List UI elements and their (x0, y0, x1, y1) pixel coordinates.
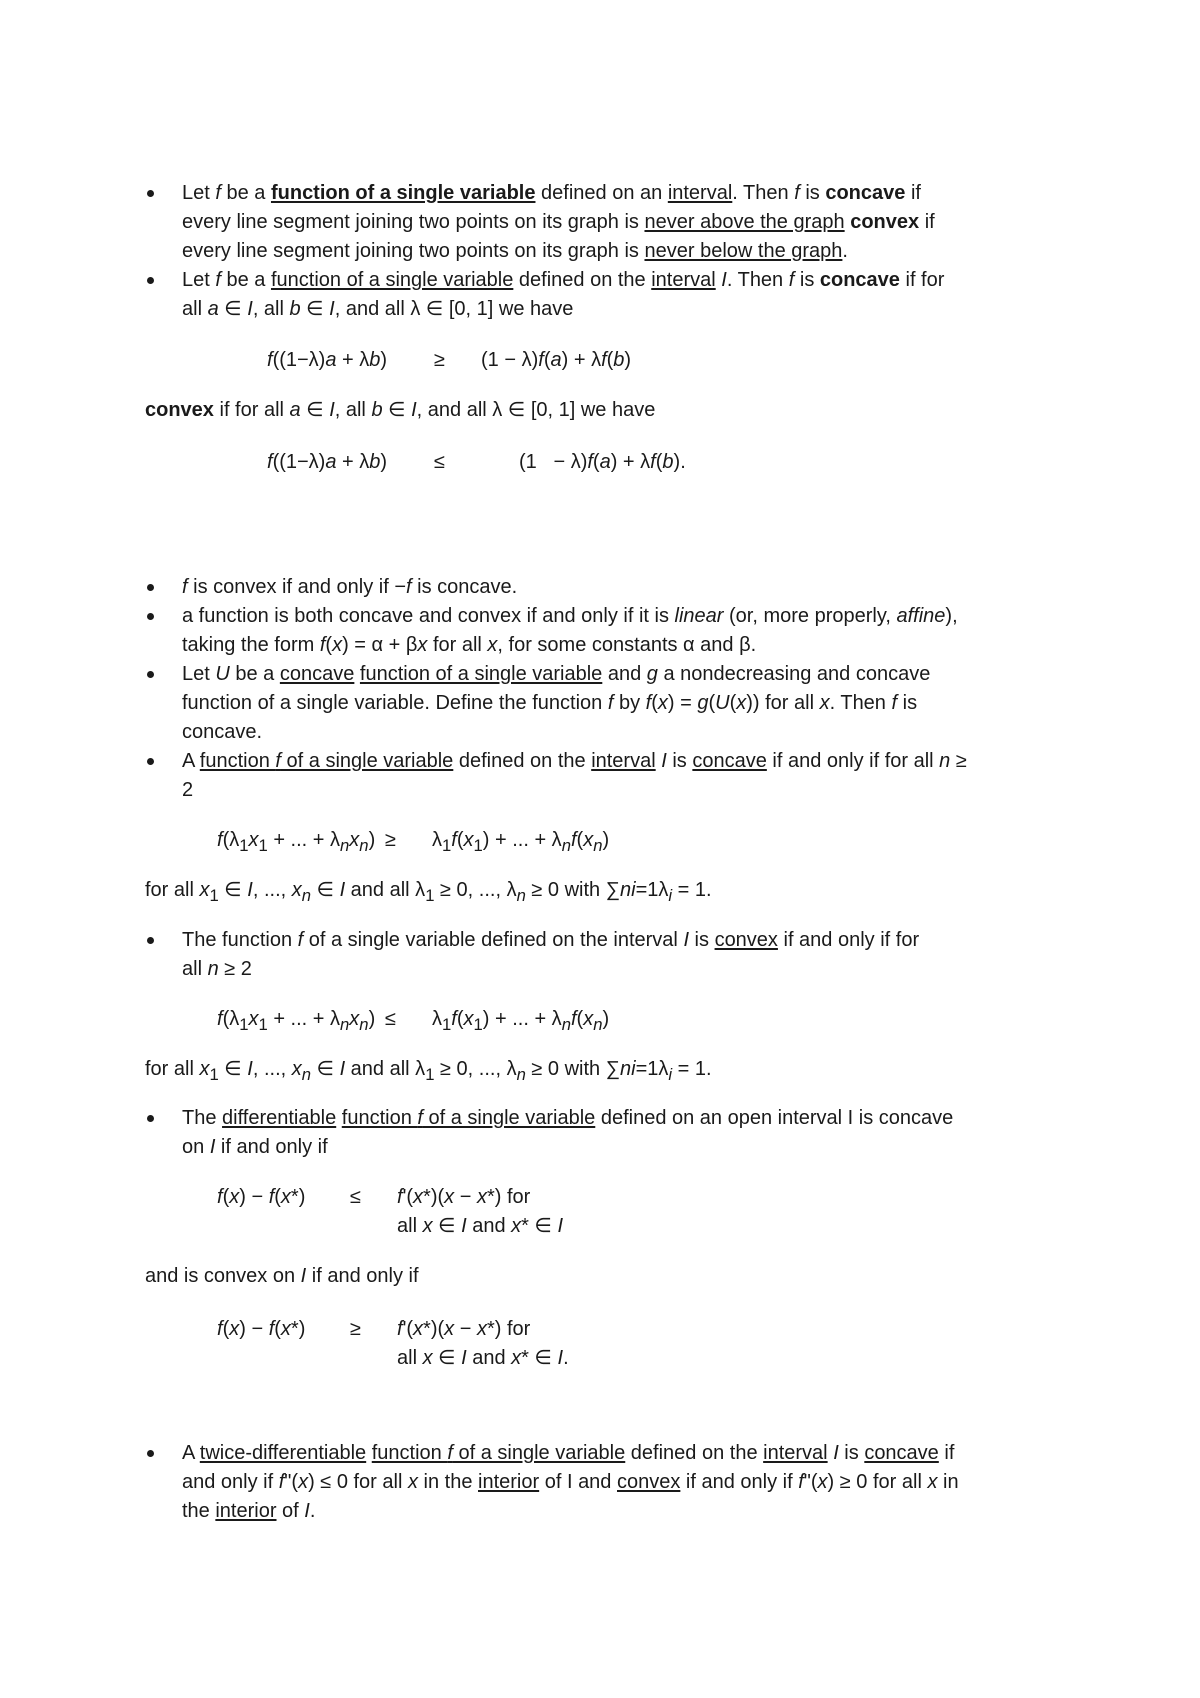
convex-on-interval-line: and is convex on I if and only if (145, 1265, 419, 1287)
bullet-jensen-concave: A function f of a single variable defined on the interval I is concave if and only if for all n ≥ 2 (145, 747, 1112, 805)
equation-jensen-convex-rhs: $\lambda_1f(x_1)$ + ... + $\lambda_nf(x_n)$ (432, 1008, 610, 1034)
equation-jensen-concave-relation: ≥ (385, 829, 396, 851)
bullet-jensen-convex: The function f of a single variable defined on the interval I is convex if and only if for all n ≥ 2 (145, 926, 1112, 984)
equation-jensen-convex-relation: ≤ (385, 1008, 396, 1030)
equation-concave-rhs: (1 − λ)f(a) + λf(b) (481, 349, 632, 371)
equation-jensen-concave: $f(\lambda_1x_1$ + ... + $\lambda_nx_n$) (217, 829, 376, 855)
bullet-second-derivative: A twice-differentiable function f of a single variable defined on the interval I is concave if and only if f"(x) ≤ 0 for all x in the interior of I and convex if and only if f"(x) ≥ 0 for all x in the interior of I. (145, 1439, 1112, 1526)
equation-differentiable-convex-rhs: f'(x*)(x − x*) for all x ∈ I and x* ∈ I. (397, 1318, 569, 1369)
jensen-convex-condition: for all $x_1$ ∈ I, ..., $x_n$ ∈ I and all $\lambda_1 \ge 0$, ..., $\lambda_n \ge 0$ with $\sum ni=1\lambda_i = 1$. (145, 1058, 712, 1084)
equation-concave-relation: ≥ (434, 349, 445, 371)
equation-differentiable-concave: f(x) − f(x*) (217, 1186, 306, 1208)
equation-concave: f((1−λ)a + λb) (267, 349, 388, 371)
bullet-negation: f is convex if and only if −f is concave. (145, 573, 1112, 602)
bullet-differentiable: The differentiable function f of a single variable defined on an open interval I is concave on I if and only if (145, 1104, 1112, 1162)
bullet-definition-geometric: Let f be a function of a single variable defined on an interval. Then f is concave if every line segment joining two points on its graph is never above the graph convex if every line segment joining two points on its graph is never below the graph. (145, 179, 1112, 266)
equation-jensen-convex: $f(\lambda_1x_1$ + ... + $\lambda_nx_n$) (217, 1008, 376, 1034)
equation-differentiable-convex: f(x) − f(x*) (217, 1318, 306, 1340)
equation-convex: f((1−λ)a + λb) (267, 451, 388, 473)
equation-convex-relation: ≤ (434, 451, 445, 473)
convex-definition-line: convex if for all a ∈ I, all b ∈ I, and all λ ∈ [0, 1] we have (145, 399, 656, 421)
equation-differentiable-concave-rhs: f'(x*)(x − x*) for all x ∈ I and x* ∈ I (397, 1186, 564, 1237)
jensen-concave-condition: for all $x_1$ ∈ I, ..., $x_n$ ∈ I and all $\lambda_1 \ge 0$, ..., $\lambda_n \ge 0$ with $\sum ni=1\lambda_i = 1$. (145, 879, 712, 905)
bullet-linear: a function is both concave and convex if and only if it is linear (or, more properly, affine), taking the form f(x) = α + βx for all x, for some constants α and β. (145, 602, 1112, 660)
equation-differentiable-concave-relation: ≤ (350, 1186, 361, 1208)
equation-jensen-concave-rhs: $\lambda_1f(x_1)$ + ... + $\lambda_nf(x_n)$ (432, 829, 610, 855)
equation-convex-rhs: (1 − λ)f(a) + λf(b). (519, 451, 686, 473)
bullet-definition-inequality: Let f be a function of a single variable defined on the interval I. Then f is concave if for all a ∈ I, all b ∈ I, and all λ ∈ [0, 1] we have (145, 266, 1112, 324)
bullet-composition: Let U be a concave function of a single variable and g a nondecreasing and concave function of a single variable. Define the function f by f(x) = g(U(x)) for all x. Then f is concave. (145, 660, 1112, 747)
equation-differentiable-convex-relation: ≥ (350, 1318, 361, 1340)
